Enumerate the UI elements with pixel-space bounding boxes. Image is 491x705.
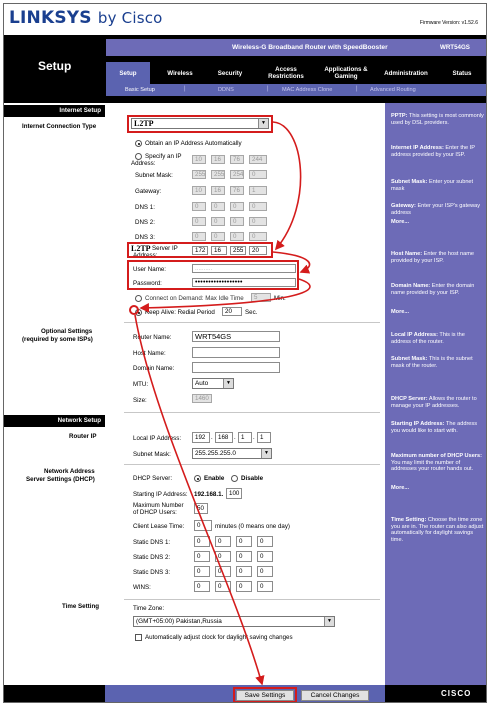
tab-security[interactable]: Security [217, 70, 243, 77]
dns1-octet-2[interactable]: 0 [211, 202, 225, 211]
dns3-octet-3[interactable]: 0 [230, 232, 244, 241]
subnet-octet-4[interactable]: 0 [249, 170, 267, 179]
chevron-down-icon: ▼ [324, 617, 334, 626]
divider [124, 599, 380, 600]
help-dhcp-text: Allows the router to manage your IP addresses. [391, 396, 477, 409]
radio-connect-on-demand[interactable] [135, 295, 142, 302]
radio-obtain-auto[interactable] [135, 140, 142, 147]
annotation-box-connection-type [127, 115, 273, 133]
label-min: Min. [274, 295, 286, 302]
label-static-dns1: Static DNS 1: [133, 539, 171, 546]
label-dhcp-settings: Server Settings (DHCP) [26, 476, 95, 483]
subtab-separator: | [267, 86, 269, 92]
save-settings-button[interactable]: Save Settings [236, 690, 294, 701]
tab-administration[interactable]: Administration [384, 70, 428, 77]
subnet-octet-1[interactable]: 255 [192, 170, 206, 179]
radio-dhcp-enable[interactable] [194, 475, 201, 482]
dns2-octet-3[interactable]: 0 [230, 217, 244, 226]
firmware-version: Firmware Version: v1.52.6 [419, 20, 478, 26]
label-dst: Automatically adjust clock for daylight saving changes [145, 634, 293, 641]
static-dns2-octet-4[interactable]: 0 [257, 551, 273, 562]
help-gateway-title: Gateway: [391, 203, 416, 209]
label-static-dns3: Static DNS 3: [133, 569, 171, 576]
server-ip-octet-3[interactable]: 255 [230, 246, 246, 255]
idle-time-input[interactable]: 5 [251, 293, 271, 302]
dns1-octet-4[interactable]: 0 [249, 202, 267, 211]
help-domain-text: Enter the domain name provided by your ISP. [391, 283, 475, 296]
dns3-octet-4[interactable]: 0 [249, 232, 267, 241]
label-connection-type: Internet Connection Type [22, 123, 97, 130]
local-ip-octet-1[interactable]: 192 [192, 432, 210, 443]
gateway-octet-1[interactable]: 10 [192, 186, 206, 195]
help-start-title: Starting IP Address: [391, 421, 445, 427]
static-dns2-octet-2[interactable]: 0 [215, 551, 231, 562]
help-subnet-router [391, 356, 486, 369]
tab-applications-gaming[interactable]: Applications & Gaming [324, 66, 368, 80]
static-dns1-octet-2[interactable]: 0 [215, 536, 231, 547]
dot-separator: . [234, 435, 236, 441]
help-internet-ip [391, 145, 486, 158]
help-local-text: This is the address of the router. [391, 332, 465, 345]
mtu-value: Auto [195, 380, 209, 387]
wins-octet-1[interactable]: 0 [194, 581, 210, 592]
starting-ip-prefix: 192.168.1. [194, 491, 224, 498]
help-pptp [391, 113, 486, 126]
lease-time-input[interactable]: 0 [194, 520, 212, 531]
local-ip-octet-4[interactable]: 1 [257, 432, 271, 443]
connection-type-value: L2TP [134, 119, 154, 128]
subtab-mac-clone[interactable]: MAC Address Clone [282, 87, 333, 93]
help-starting-ip [391, 421, 486, 434]
help-panel [385, 103, 487, 685]
page-title: Setup [38, 59, 72, 73]
label-dhcp: Network Address [44, 468, 95, 475]
annotation-box-server-ip [127, 242, 273, 258]
dns2-octet-2[interactable]: 0 [211, 217, 225, 226]
help-more-link[interactable]: More... [391, 309, 410, 315]
divider [124, 412, 380, 413]
label-dns1: DNS 1: [135, 204, 155, 211]
dns3-octet-2[interactable]: 0 [211, 232, 225, 241]
help-pptp-title: PPTP: [391, 113, 408, 119]
gateway-octet-3[interactable]: 76 [230, 186, 244, 195]
label-dns3: DNS 3: [135, 234, 155, 241]
main-tabs [106, 62, 486, 82]
label-dhcp-server: DHCP Server: [133, 475, 173, 482]
radio-dhcp-disable[interactable] [231, 475, 238, 482]
label-subnet-mask: Subnet Mask: [135, 172, 173, 179]
wins-octet-3[interactable]: 0 [236, 581, 252, 592]
dns2-octet-1[interactable]: 0 [192, 217, 206, 226]
label-size: Size: [133, 397, 147, 404]
section-network-setup: Network Setup [4, 415, 105, 427]
label-username: User Name: [133, 266, 167, 273]
radio-specify-ip[interactable] [135, 153, 142, 160]
help-time [391, 517, 486, 543]
label-time-zone: Time Zone: [133, 605, 165, 612]
label-optional-required: (required by some ISPs) [22, 336, 93, 343]
router-subnet-select[interactable] [192, 448, 272, 459]
static-dns2-octet-3[interactable]: 0 [236, 551, 252, 562]
help-subnet-title: Subnet Mask: [391, 179, 428, 185]
help-max-text: You may limit the number of addresses your router hands out. [391, 459, 474, 473]
tab-access-restrictions[interactable]: Access Restrictions [268, 66, 304, 80]
router-name-input[interactable]: WRT54GS [192, 331, 280, 342]
cisco-logo: CISCO [441, 689, 472, 698]
static-dns1-octet-4[interactable]: 0 [257, 536, 273, 547]
subnet-octet-2[interactable]: 255 [211, 170, 225, 179]
static-dns1-octet-3[interactable]: 0 [236, 536, 252, 547]
tab-wireless[interactable]: Wireless [167, 70, 193, 77]
label-router-name: Router Name: [133, 334, 172, 341]
label-sec: Sec. [245, 309, 258, 316]
help-more-link[interactable]: More... [391, 219, 410, 225]
label-host-name: Host Name: [133, 350, 166, 357]
help-ia-text: Enter the IP address provided by your ISP. [391, 145, 475, 158]
help-dhcp-title: DHCP Server: [391, 396, 428, 402]
help-more-link[interactable]: More... [391, 485, 410, 491]
subnet-octet-3[interactable]: 254 [230, 170, 244, 179]
label-lease-time: Client Lease Time: [133, 523, 185, 530]
subtab-separator: | [356, 86, 358, 92]
dns1-octet-1[interactable]: 0 [192, 202, 206, 211]
label-keep-alive: Keep Alive: Redial Period [145, 309, 215, 316]
annotation-box-credentials [127, 260, 299, 290]
help-subnet [391, 179, 486, 192]
wins-octet-2[interactable]: 0 [215, 581, 231, 592]
ip-octet-2[interactable]: 16 [211, 155, 225, 164]
server-ip-octet-1[interactable]: 172 [192, 246, 208, 255]
domain-name-input[interactable] [192, 362, 280, 373]
help-local-ip [391, 332, 486, 345]
help-host-title: Host Name: [391, 251, 423, 257]
chevron-down-icon: ▼ [261, 449, 271, 458]
help-ia-title: Internet IP Address: [391, 145, 444, 151]
local-ip-octet-2[interactable]: 168 [215, 432, 233, 443]
chevron-down-icon: ▼ [258, 119, 268, 128]
label-static-dns2: Static DNS 2: [133, 554, 171, 561]
redial-period-input[interactable]: 20 [222, 307, 242, 316]
help-start-text: The address you would like to start with. [391, 421, 478, 434]
router-setup-page [3, 3, 487, 703]
label-lease-suffix: minutes (0 means one day) [215, 523, 290, 530]
label-domain-name: Domain Name: [133, 365, 175, 372]
label-dhcp-disable: Disable [241, 475, 264, 482]
dst-checkbox[interactable] [135, 634, 142, 641]
divider [124, 322, 380, 323]
time-zone-select[interactable] [133, 616, 335, 627]
help-domain [391, 283, 486, 296]
label-local-ip: Local IP Address: [133, 435, 182, 442]
help-subnet-text: Enter your subnet mask [391, 179, 474, 192]
label-optional-settings: Optional Settings [41, 328, 93, 335]
tab-setup[interactable]: Setup [106, 62, 150, 84]
label-mtu: MTU: [133, 381, 149, 388]
label-router-subnet: Subnet Mask: [133, 451, 171, 458]
help-local-title: Local IP Address: [391, 332, 438, 338]
gateway-octet-2[interactable]: 16 [211, 186, 225, 195]
label-dns2: DNS 2: [135, 219, 155, 226]
static-dns3-octet-4[interactable]: 0 [257, 566, 273, 577]
linksys-logo [9, 8, 163, 28]
subtab-advanced-routing[interactable]: Advanced Routing [370, 87, 416, 93]
help-pptp-text: This setting is most commonly used by DSL providers. [391, 113, 484, 126]
label-server-ip-address: Address: [133, 252, 158, 259]
host-name-input[interactable] [192, 347, 280, 358]
dns3-octet-1[interactable]: 0 [192, 232, 206, 241]
help-subnet2-title: Subnet Mask: [391, 356, 428, 362]
username-input[interactable]: .......... [192, 264, 296, 273]
help-subnet2-text: This is the subnet mask of the router. [391, 356, 473, 369]
tab-status[interactable]: Status [452, 70, 472, 77]
static-dns3-octet-2[interactable]: 0 [215, 566, 231, 577]
label-router-ip: Router IP [69, 433, 97, 440]
static-dns3-octet-3[interactable]: 0 [236, 566, 252, 577]
help-host-text: Enter the host name provided by your ISP. [391, 251, 475, 264]
ip-octet-3[interactable]: 76 [230, 155, 244, 164]
label-max-users: Maximum Number [133, 502, 184, 509]
subtab-basic-setup[interactable]: Basic Setup [125, 87, 155, 93]
starting-ip-input[interactable]: 100 [226, 488, 242, 499]
help-max-users [391, 453, 486, 473]
static-dns3-octet-1[interactable]: 0 [194, 566, 210, 577]
label-max-users-2: of DHCP Users: [133, 509, 177, 516]
label-dhcp-enable: Enable [204, 475, 225, 482]
divider [124, 464, 380, 465]
label-l2tp-tag: L2TP [131, 244, 151, 253]
model-name: WRT54GS [440, 44, 470, 51]
static-dns1-octet-1[interactable]: 0 [194, 536, 210, 547]
label-time-setting: Time Setting [62, 603, 100, 610]
annotation-circle-keep-alive [129, 305, 139, 315]
label-connect-on-demand: Connect on Demand: Max Idle Time [145, 295, 244, 302]
dot-separator: . [253, 435, 255, 441]
annotation-box-save [233, 687, 297, 703]
ip-octet-4[interactable]: 244 [249, 155, 267, 164]
brand-by: by Cisco [97, 9, 163, 27]
subtab-separator: | [184, 86, 186, 92]
label-server-ip: Server IP [152, 245, 178, 252]
time-zone-value: (GMT+05:00) Pakistan,Russia [136, 618, 222, 625]
label-specify-ip: Specify an IP [145, 153, 182, 160]
label-password: Password: [133, 280, 162, 287]
dns1-octet-3[interactable]: 0 [230, 202, 244, 211]
password-input[interactable]: •••••••••••••••••• [192, 278, 296, 287]
mtu-select[interactable] [192, 378, 234, 389]
help-max-title: Maximum number of DHCP Users: [391, 453, 482, 459]
mtu-size-input[interactable]: 1460 [192, 394, 212, 403]
chevron-down-icon: ▼ [223, 379, 233, 388]
max-users-input[interactable]: 50 [194, 503, 208, 514]
dns2-octet-4[interactable]: 0 [249, 217, 267, 226]
help-host [391, 251, 486, 264]
left-labels [4, 103, 105, 685]
section-internet-setup: Internet Setup [4, 105, 105, 117]
dot-separator: . [211, 435, 213, 441]
help-time-text: Choose the time zone you are in. The router can also adjust automatically for daylight savings time. [391, 517, 484, 543]
subtab-ddns[interactable]: DDNS [218, 87, 234, 93]
help-gateway-text: Enter your ISP's gateway address [391, 203, 481, 216]
help-gateway [391, 203, 486, 216]
local-ip-octet-3[interactable]: 1 [238, 432, 252, 443]
static-dns2-octet-1[interactable]: 0 [194, 551, 210, 562]
label-address: Address: [131, 160, 156, 167]
cancel-changes-button[interactable]: Cancel Changes [301, 690, 369, 701]
router-subnet-value: 255.255.255.0 [195, 450, 236, 457]
server-ip-octet-2[interactable]: 16 [211, 246, 227, 255]
help-dhcp [391, 396, 486, 409]
label-gateway: Gateway: [135, 188, 162, 195]
ip-octet-1[interactable]: 10 [192, 155, 206, 164]
help-domain-title: Domain Name: [391, 283, 431, 289]
label-starting-ip: Starting IP Address: [133, 491, 188, 498]
label-wins: WINS: [133, 584, 151, 591]
brand-name: LINKSYS [9, 8, 92, 28]
label-obtain-auto: Obtain an IP Address Automatically [145, 140, 242, 147]
server-ip-octet-4[interactable]: 20 [249, 246, 267, 255]
wins-octet-4[interactable]: 0 [257, 581, 273, 592]
help-time-title: Time Setting: [391, 517, 427, 523]
product-name: Wireless-G Broadband Router with SpeedBooster [232, 44, 388, 51]
gateway-octet-4[interactable]: 1 [249, 186, 267, 195]
